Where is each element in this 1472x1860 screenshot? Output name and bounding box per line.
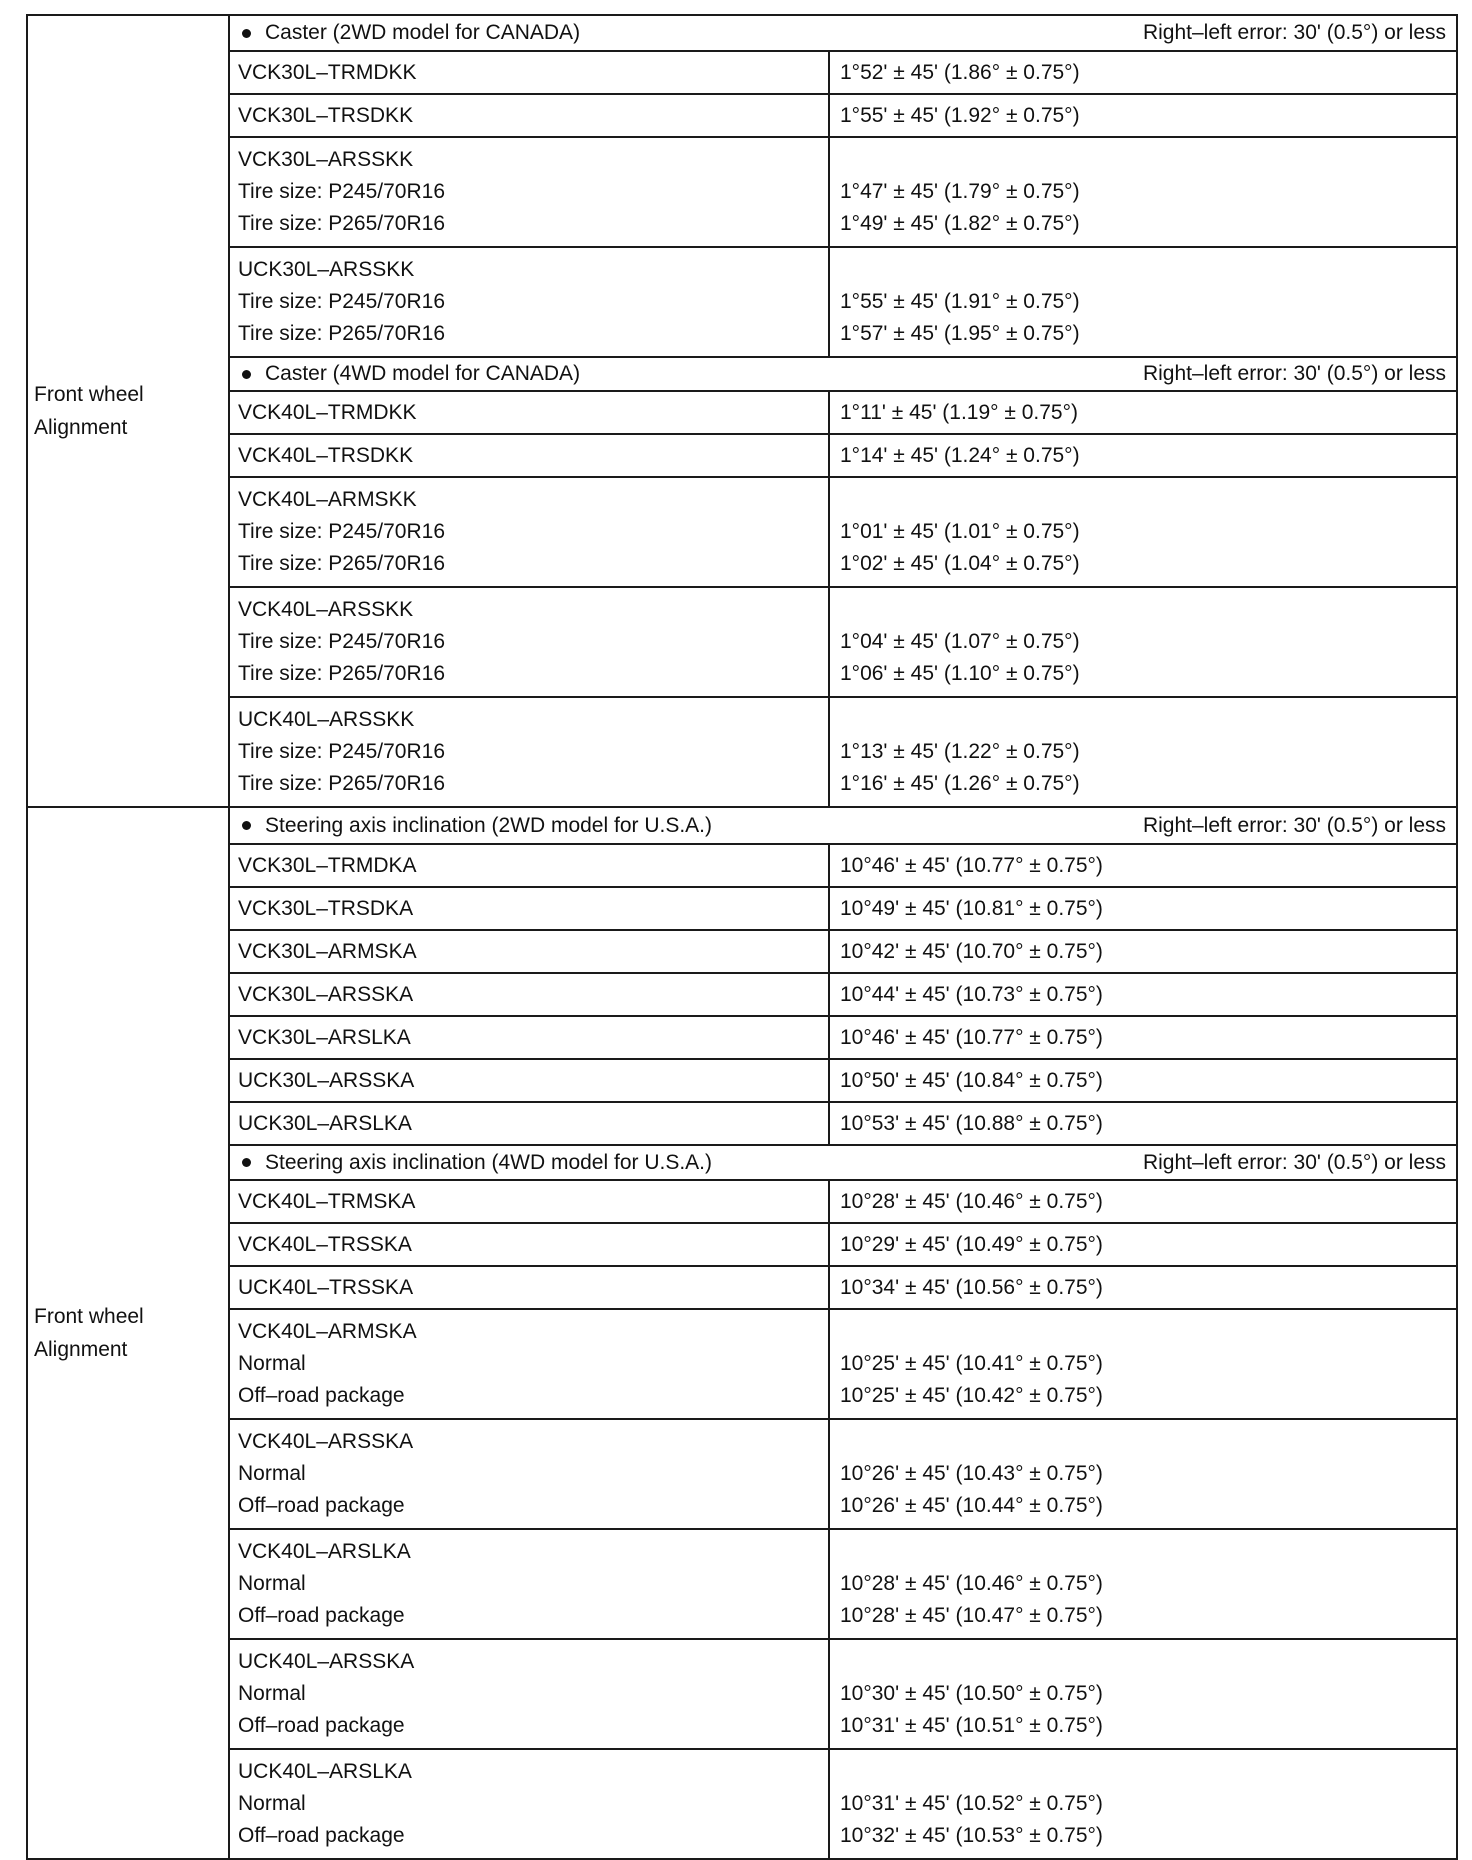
spec-value: 10°26' ± 45' (10.43° ± 0.75°) [840,1462,1103,1485]
group-title [240,21,580,45]
spec-value: 10°31' ± 45' (10.52° ± 0.75°) [840,1792,1103,1815]
model-code: VCK30L–TRMDKA [238,853,417,877]
label-line-1: Front wheel [34,383,144,406]
value-cell [830,974,1456,1015]
label-line-2: Alignment [34,416,128,439]
model-cell [230,1267,830,1308]
model-cell [230,1420,830,1528]
sub-label: Tire size: P245/70R16 [238,290,445,313]
sub-label: Tire size: P265/70R16 [238,662,445,685]
spec-value: 1°57' ± 45' (1.95° ± 0.75°) [840,322,1080,345]
value-cell [830,1224,1456,1265]
table-row [230,929,1456,972]
group-title [240,1151,712,1175]
model-cell [230,1181,830,1222]
value-cell [830,1750,1456,1858]
table-row [230,886,1456,929]
right-left-error: Right–left error: 30' (0.5°) or less [1142,362,1446,385]
spec-value: 10°25' ± 45' (10.41° ± 0.75°) [840,1352,1103,1375]
sub-label: Normal [238,1682,306,1705]
value-spacer [840,1316,1456,1348]
table-row [230,390,1456,433]
sub-label: Normal [238,1572,306,1595]
spec-value: 1°04' ± 45' (1.07° ± 0.75°) [840,630,1080,653]
spec-value: 10°28' ± 45' (10.46° ± 0.75°) [840,1572,1103,1595]
model-code: VCK30L–TRSDKK [238,103,414,127]
spec-value: 10°44' ± 45' (10.73° ± 0.75°) [840,982,1103,1006]
table-row [230,1528,1456,1638]
sub-label: Off–road package [238,1604,405,1627]
model-code: UCK40L–ARSLKA [238,1760,412,1783]
spec-value: 10°28' ± 45' (10.47° ± 0.75°) [840,1604,1103,1627]
value-cell [830,248,1456,356]
table-row [230,586,1456,696]
value-cell [830,698,1456,806]
sub-label: Normal [238,1462,306,1485]
table-row [230,843,1456,886]
value-spacer [840,1646,1456,1678]
spec-value: 10°42' ± 45' (10.70° ± 0.75°) [840,939,1103,963]
bullet-icon [242,1158,251,1167]
model-cell [230,588,830,696]
spec-value: 1°11' ± 45' (1.19° ± 0.75°) [840,400,1079,424]
model-code: VCK40L–TRMDKK [238,400,417,424]
spec-value: 1°14' ± 45' (1.24° ± 0.75°) [840,443,1080,467]
group-title-text: Caster (2WD model for CANADA) [265,21,581,44]
model-cell [230,52,830,93]
group-title-text: Steering axis inclination (4WD model for U.S.A.) [265,1150,712,1174]
spec-value: 1°01' ± 45' (1.01° ± 0.75°) [840,520,1080,543]
spec-value: 10°50' ± 45' (10.84° ± 0.75°) [840,1068,1103,1092]
sub-label: Tire size: P265/70R16 [238,772,445,795]
value-spacer [840,144,1456,176]
spec-value: 10°49' ± 45' (10.81° ± 0.75°) [840,896,1103,920]
model-code: UCK30L–ARSSKK [238,258,415,281]
model-cell [230,1103,830,1144]
spec-value: 10°34' ± 45' (10.56° ± 0.75°) [840,1275,1103,1299]
model-cell [230,392,830,433]
value-spacer [840,1426,1456,1458]
model-cell [230,138,830,246]
model-code: VCK30L–TRMDKK [238,60,417,84]
group-title [240,814,712,838]
table-row [230,1015,1456,1058]
right-left-error: Right–left error: 30' (0.5°) or less [1142,1150,1446,1174]
spec-value: 10°53' ± 45' (10.88° ± 0.75°) [840,1111,1103,1135]
spec-value: 10°32' ± 45' (10.53° ± 0.75°) [840,1824,1103,1847]
right-left-error: Right–left error: 30' (0.5°) or less [1142,813,1446,837]
spec-value: 10°46' ± 45' (10.77° ± 0.75°) [840,1025,1103,1049]
model-code: VCK40L–TRSSKA [238,1232,412,1256]
spec-value: 10°31' ± 45' (10.51° ± 0.75°) [840,1714,1103,1737]
model-code: VCK30L–ARSLKA [238,1025,411,1049]
sub-label: Off–road package [238,1384,405,1407]
label-line-1: Front wheel [34,1305,144,1328]
model-cell [230,1640,830,1748]
model-code: VCK40L–ARMSKA [238,1320,417,1343]
value-cell [830,1310,1456,1418]
spec-value: 1°55' ± 45' (1.91° ± 0.75°) [840,290,1080,313]
value-spacer [840,484,1456,516]
spec-value: 10°30' ± 45' (10.50° ± 0.75°) [840,1682,1103,1705]
model-cell [230,931,830,972]
section-label-bottom [27,807,229,1859]
table-row [230,1418,1456,1528]
value-cell [830,1103,1456,1144]
model-code: UCK30L–ARSLKA [238,1111,412,1135]
model-code: VCK30L–ARSSKA [238,982,414,1006]
model-cell [230,1750,830,1858]
model-code: VCK30L–ARMSKA [238,939,417,963]
value-cell [830,52,1456,93]
sub-label: Off–road package [238,1714,405,1737]
model-code: VCK40L–ARSLKA [238,1540,411,1563]
value-cell [830,138,1456,246]
value-cell [830,1420,1456,1528]
group-header [230,1144,1456,1179]
model-code: VCK30L–ARSSKK [238,148,414,171]
table-row [230,1058,1456,1101]
group-title-text: Steering axis inclination (2WD model for U.S.A.) [265,813,712,837]
value-spacer [840,1756,1456,1788]
group-header [230,16,1456,50]
value-cell [830,588,1456,696]
group-title [240,362,580,386]
caster-content [229,15,1457,807]
model-code: VCK40L–TRMSKA [238,1189,416,1213]
model-cell [230,1017,830,1058]
bullet-icon [242,821,251,830]
value-spacer [840,594,1456,626]
model-cell [230,1310,830,1418]
spec-value: 10°29' ± 45' (10.49° ± 0.75°) [840,1232,1103,1256]
table-row [230,1222,1456,1265]
group-title-text: Caster (4WD model for CANADA) [265,362,581,385]
value-cell [830,435,1456,476]
bullet-icon [242,370,251,379]
model-code: VCK40L–ARSSKA [238,1430,414,1453]
value-cell [830,1060,1456,1101]
value-cell [830,1181,1456,1222]
value-cell [830,1017,1456,1058]
spec-value: 1°13' ± 45' (1.22° ± 0.75°) [840,740,1080,763]
value-spacer [840,704,1456,736]
inclination-content [229,807,1457,1859]
value-cell [830,931,1456,972]
bullet-icon [242,29,251,38]
table-row [230,50,1456,93]
sub-label: Off–road package [238,1824,405,1847]
group-header [230,808,1456,843]
sub-label: Tire size: P265/70R16 [238,552,445,575]
model-cell [230,888,830,929]
spec-value: 10°26' ± 45' (10.44° ± 0.75°) [840,1494,1103,1517]
caster-block [230,16,1456,806]
model-code: VCK30L–TRSDKA [238,896,414,920]
model-cell [230,248,830,356]
spec-value: 1°06' ± 45' (1.10° ± 0.75°) [840,662,1080,685]
table-row [230,1638,1456,1748]
sub-label: Off–road package [238,1494,405,1517]
spec-value: 1°55' ± 45' (1.92° ± 0.75°) [840,103,1080,127]
sub-label: Tire size: P265/70R16 [238,212,445,235]
model-code: UCK40L–ARSSKA [238,1650,415,1673]
table-row [230,136,1456,246]
spec-value: 1°49' ± 45' (1.82° ± 0.75°) [840,212,1080,235]
value-cell [830,845,1456,886]
table-row [230,696,1456,806]
model-cell [230,845,830,886]
right-left-error: Right–left error: 30' (0.5°) or less [1142,21,1446,44]
model-code: VCK40L–ARMSKK [238,488,417,511]
spec-value: 10°25' ± 45' (10.42° ± 0.75°) [840,1384,1103,1407]
model-code: UCK40L–TRSSKA [238,1275,414,1299]
table-row [230,1101,1456,1144]
group-header [230,356,1456,390]
spec-value: 1°52' ± 45' (1.86° ± 0.75°) [840,60,1080,84]
table-row [230,1748,1456,1858]
model-cell [230,698,830,806]
sub-label: Tire size: P265/70R16 [238,322,445,345]
sub-label: Normal [238,1352,306,1375]
table-row [230,476,1456,586]
table-row [230,433,1456,476]
alignment-spec-table [26,14,1458,1860]
model-cell [230,95,830,136]
value-spacer [840,254,1456,286]
table-row [230,246,1456,356]
value-spacer [840,1536,1456,1568]
table-row [230,1308,1456,1418]
model-cell [230,478,830,586]
inclination-block [230,808,1456,1858]
spec-value: 10°46' ± 45' (10.77° ± 0.75°) [840,853,1103,877]
model-cell [230,1530,830,1638]
table-row [230,93,1456,136]
value-cell [830,478,1456,586]
spec-value: 1°47' ± 45' (1.79° ± 0.75°) [840,180,1080,203]
section-label-top [27,15,229,807]
sub-label: Tire size: P245/70R16 [238,630,445,653]
value-cell [830,1530,1456,1638]
model-cell [230,1224,830,1265]
spec-value: 1°16' ± 45' (1.26° ± 0.75°) [840,772,1080,795]
sub-label: Tire size: P245/70R16 [238,180,445,203]
table-row [230,1265,1456,1308]
value-cell [830,1640,1456,1748]
spec-value: 10°28' ± 45' (10.46° ± 0.75°) [840,1189,1103,1213]
table-row [230,1179,1456,1222]
model-cell [230,435,830,476]
model-cell [230,1060,830,1101]
value-cell [830,392,1456,433]
model-code: UCK40L–ARSSKK [238,708,415,731]
spec-value: 1°02' ± 45' (1.04° ± 0.75°) [840,552,1080,575]
model-code: UCK30L–ARSSKA [238,1068,415,1092]
value-cell [830,95,1456,136]
sub-label: Normal [238,1792,306,1815]
value-cell [830,888,1456,929]
label-line-2: Alignment [34,1338,128,1361]
model-code: VCK40L–ARSSKK [238,598,414,621]
value-cell [830,1267,1456,1308]
sub-label: Tire size: P245/70R16 [238,740,445,763]
sub-label: Tire size: P245/70R16 [238,520,445,543]
model-cell [230,974,830,1015]
table-row [230,972,1456,1015]
spec-page [26,14,1458,1847]
model-code: VCK40L–TRSDKK [238,443,414,467]
